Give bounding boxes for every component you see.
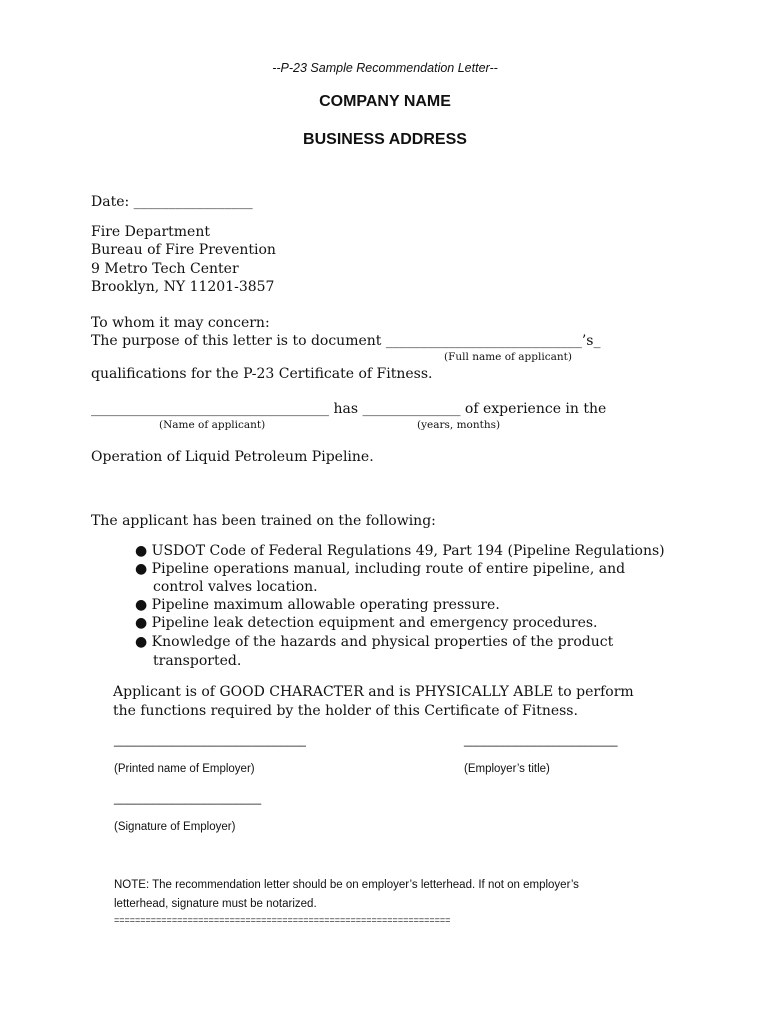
qualifications-line: qualifications for the P-23 Certificate of Fitness. bbox=[91, 366, 433, 382]
employer-title-caption: (Employer’s title) bbox=[464, 763, 550, 775]
recipient-line-3: 9 Metro Tech Center bbox=[91, 261, 239, 277]
signature-line: _______________________ bbox=[114, 793, 262, 805]
date-line: Date: _________________ bbox=[91, 194, 253, 210]
name-caption: (Name of applicant) bbox=[159, 419, 266, 431]
bullet-item: ● Pipeline operations manual, including route of entire pipeline, and bbox=[135, 561, 626, 577]
operation-line: Operation of Liquid Petroleum Pipeline. bbox=[91, 449, 374, 465]
document-subtitle: --P-23 Sample Recommendation Letter-- bbox=[272, 61, 498, 75]
recipient-line-1: Fire Department bbox=[91, 224, 210, 240]
experience-line: __________________________________ has ______________ of experience in the bbox=[91, 401, 607, 417]
printed-name-signature-line: ______________________________ bbox=[114, 735, 306, 747]
trained-intro: The applicant has been trained on the following: bbox=[91, 513, 436, 529]
note-line-2: letterhead, signature must be notarized. bbox=[114, 898, 317, 910]
bullet-item: ● Knowledge of the hazards and physical properties of the product bbox=[135, 634, 614, 650]
bullet-item: ● USDOT Code of Federal Regulations 49, Part 194 (Pipeline Regulations) bbox=[135, 543, 665, 559]
character-line-1: Applicant is of GOOD CHARACTER and is PHYSICALLY ABLE to perform bbox=[113, 684, 634, 700]
bullet-item-continuation: control valves location. bbox=[153, 579, 318, 595]
salutation: To whom it may concern: bbox=[91, 315, 270, 331]
printed-name-caption: (Printed name of Employer) bbox=[114, 763, 255, 775]
bullet-item: ● Pipeline maximum allowable operating pressure. bbox=[135, 597, 500, 613]
purpose-line: The purpose of this letter is to document ____________________________’s_ bbox=[91, 333, 601, 349]
separator-line: ================================================================ bbox=[114, 915, 451, 925]
recipient-line-2: Bureau of Fire Prevention bbox=[91, 242, 276, 258]
character-line-2: the functions required by the holder of this Certificate of Fitness. bbox=[113, 703, 578, 719]
years-caption: (years, months) bbox=[417, 419, 501, 431]
full-name-caption: (Full name of applicant) bbox=[444, 351, 572, 363]
bullet-item-continuation: transported. bbox=[153, 653, 242, 669]
company-name: COMPANY NAME bbox=[319, 93, 451, 110]
recipient-line-4: Brooklyn, NY 11201-3857 bbox=[91, 279, 275, 295]
bullet-item: ● Pipeline leak detection equipment and emergency procedures. bbox=[135, 615, 598, 631]
business-address: BUSINESS ADDRESS bbox=[303, 131, 467, 148]
note-line-1: NOTE: The recommendation letter should be on employer’s letterhead. If not on employer’s bbox=[114, 879, 579, 891]
employer-title-signature-line: ________________________ bbox=[464, 735, 618, 747]
signature-caption: (Signature of Employer) bbox=[114, 821, 236, 833]
